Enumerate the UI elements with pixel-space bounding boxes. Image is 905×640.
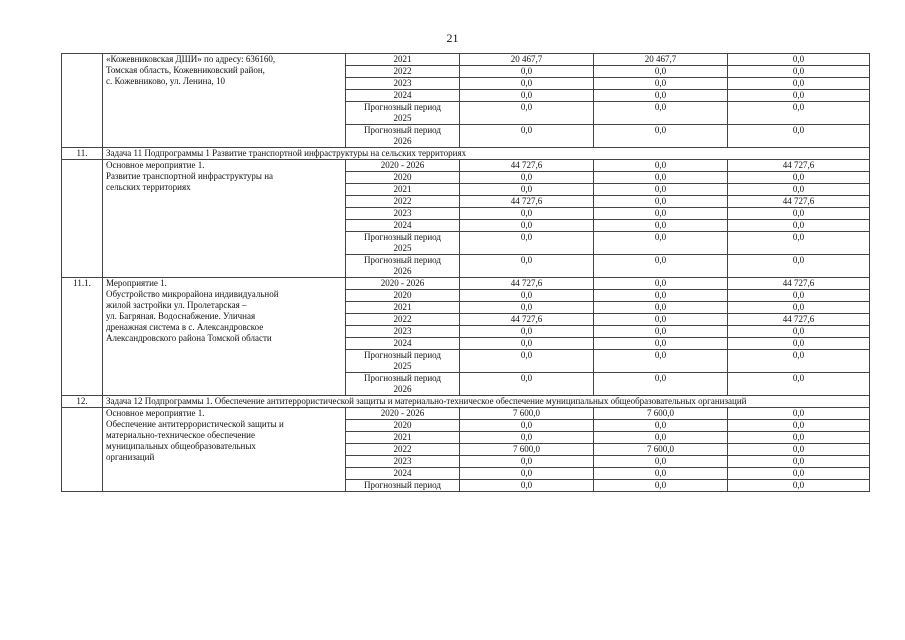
total-value: 44 727,6	[460, 314, 594, 326]
period-label: Прогнозный период	[364, 480, 441, 490]
total-value: 44 727,6	[460, 196, 594, 208]
description-line: сельских территориях	[106, 182, 191, 192]
period-label: 2021	[393, 54, 412, 64]
total-value: 0,0	[460, 480, 594, 492]
period-label: 2020	[393, 290, 412, 300]
period-cell	[346, 208, 460, 220]
regional-value: 44 727,6	[728, 160, 870, 172]
regional-value: 0,0	[728, 350, 870, 373]
period-cell	[346, 290, 460, 302]
federal-value: 0,0	[594, 184, 728, 196]
period-label: 2021	[393, 432, 412, 442]
period-cell	[346, 314, 460, 326]
total-value: 0,0	[460, 220, 594, 232]
period-label: Прогнозный период	[364, 125, 441, 135]
regional-value: 0,0	[728, 172, 870, 184]
budget-table-body	[62, 54, 870, 492]
regional-value: 0,0	[728, 302, 870, 314]
period-year: 2025	[393, 113, 412, 123]
regional-value: 0,0	[728, 326, 870, 338]
federal-value: 0,0	[594, 90, 728, 102]
total-value: 44 727,6	[460, 160, 594, 172]
period-cell	[346, 90, 460, 102]
total-value: 7 600,0	[460, 408, 594, 420]
total-value: 0,0	[460, 373, 594, 396]
total-value: 0,0	[460, 326, 594, 338]
item-description	[103, 278, 346, 396]
regional-value: 0,0	[728, 480, 870, 492]
federal-value: 20 467,7	[594, 54, 728, 66]
federal-value: 0,0	[594, 196, 728, 208]
regional-value: 0,0	[728, 255, 870, 278]
total-value: 0,0	[460, 290, 594, 302]
total-value: 7 600,0	[460, 444, 594, 456]
regional-value: 0,0	[728, 208, 870, 220]
period-label: 2022	[393, 314, 412, 324]
total-value: 0,0	[460, 338, 594, 350]
federal-value: 0,0	[594, 102, 728, 125]
period-label: 2023	[393, 456, 412, 466]
description-line: жилой застройки ул. Пролетарская –	[106, 300, 247, 310]
period-cell	[346, 125, 460, 148]
federal-value: 0,0	[594, 232, 728, 255]
budget-table	[61, 53, 870, 492]
period-cell	[346, 480, 460, 492]
task-number: 11.	[62, 148, 103, 160]
total-value: 44 727,6	[460, 278, 594, 290]
table-row	[62, 160, 870, 172]
period-cell	[346, 196, 460, 208]
description-line: дренажная система в с. Александровское	[106, 322, 264, 332]
period-label: 2021	[393, 302, 412, 312]
period-label: 2020 - 2026	[380, 408, 425, 418]
page-number: 21	[446, 31, 459, 45]
period-cell	[346, 220, 460, 232]
federal-value: 0,0	[594, 420, 728, 432]
item-description	[103, 160, 346, 278]
regional-value: 44 727,6	[728, 314, 870, 326]
description-line: Мероприятие 1.	[106, 278, 167, 288]
federal-value: 0,0	[594, 468, 728, 480]
regional-value: 0,0	[728, 102, 870, 125]
period-year: 2026	[393, 384, 412, 394]
period-cell	[346, 278, 460, 290]
federal-value: 0,0	[594, 66, 728, 78]
description-line: муниципальных общеобразовательных	[106, 441, 256, 451]
item-description	[103, 54, 346, 148]
period-cell	[346, 54, 460, 66]
total-value: 0,0	[460, 232, 594, 255]
period-label: Прогнозный период	[364, 255, 441, 265]
description-line: Основное мероприятие 1.	[106, 160, 205, 170]
regional-value: 0,0	[728, 184, 870, 196]
description-line: ул. Багряная. Водоснабжение. Уличная	[106, 311, 256, 321]
period-label: Прогнозный период	[364, 232, 441, 242]
period-label: 2020	[393, 172, 412, 182]
period-cell	[346, 408, 460, 420]
period-cell	[346, 172, 460, 184]
federal-value: 0,0	[594, 160, 728, 172]
federal-value: 0,0	[594, 125, 728, 148]
period-label: 2024	[393, 90, 412, 100]
description-line: с. Кожевниково, ул. Ленина, 10	[106, 76, 225, 86]
period-cell	[346, 66, 460, 78]
period-year: 2026	[393, 266, 412, 276]
regional-value: 0,0	[728, 408, 870, 420]
regional-value: 0,0	[728, 468, 870, 480]
regional-value: 0,0	[728, 338, 870, 350]
period-year: 2025	[393, 243, 412, 253]
description-line: «Кожевниковская ДШИ» по адресу: 636160,	[106, 54, 276, 64]
period-label: 2022	[393, 66, 412, 76]
regional-value: 0,0	[728, 373, 870, 396]
period-label: 2020 - 2026	[380, 278, 425, 288]
federal-value: 0,0	[594, 255, 728, 278]
table-row	[62, 278, 870, 290]
task-title: Задача 11 Подпрограммы 1 Развитие транспортной инфраструктуры на сельских территориях	[103, 148, 870, 160]
federal-value: 0,0	[594, 290, 728, 302]
period-cell	[346, 160, 460, 172]
period-label: 2024	[393, 338, 412, 348]
period-cell	[346, 456, 460, 468]
total-value: 0,0	[460, 468, 594, 480]
task-row	[62, 148, 870, 160]
period-label: 2024	[393, 468, 412, 478]
federal-value: 0,0	[594, 220, 728, 232]
federal-value: 0,0	[594, 208, 728, 220]
period-label: 2023	[393, 208, 412, 218]
regional-value: 0,0	[728, 290, 870, 302]
period-label: 2020 - 2026	[380, 160, 425, 170]
period-cell	[346, 373, 460, 396]
federal-value: 7 600,0	[594, 408, 728, 420]
period-cell	[346, 420, 460, 432]
regional-value: 0,0	[728, 90, 870, 102]
item-number	[62, 160, 103, 278]
period-cell	[346, 232, 460, 255]
item-description	[103, 408, 346, 492]
period-cell	[346, 350, 460, 373]
period-cell	[346, 302, 460, 314]
description-line: материально-техническое обеспечение	[106, 430, 255, 440]
description-line: Томская область, Кожевниковский район,	[106, 65, 265, 75]
federal-value: 0,0	[594, 172, 728, 184]
total-value: 0,0	[460, 302, 594, 314]
federal-value: 0,0	[594, 326, 728, 338]
regional-value: 0,0	[728, 432, 870, 444]
period-label: 2023	[393, 326, 412, 336]
regional-value: 0,0	[728, 456, 870, 468]
period-cell	[346, 338, 460, 350]
description-line: Развитие транспортной инфраструктуры на	[106, 171, 274, 181]
table-row	[62, 54, 870, 66]
regional-value: 0,0	[728, 420, 870, 432]
regional-value: 0,0	[728, 54, 870, 66]
period-cell	[346, 102, 460, 125]
period-cell	[346, 78, 460, 90]
regional-value: 0,0	[728, 220, 870, 232]
federal-value: 0,0	[594, 373, 728, 396]
item-number	[62, 408, 103, 492]
regional-value: 0,0	[728, 78, 870, 90]
period-cell	[346, 255, 460, 278]
task-row	[62, 396, 870, 408]
federal-value: 0,0	[594, 302, 728, 314]
total-value: 0,0	[460, 125, 594, 148]
task-title: Задача 12 Подпрограммы 1. Обеспечение антитеррористической защиты и материально-техническое обеспечение муниципальных общеобразовательных организаций	[103, 396, 870, 408]
total-value: 0,0	[460, 90, 594, 102]
total-value: 0,0	[460, 102, 594, 125]
period-label: 2022	[393, 444, 412, 454]
regional-value: 44 727,6	[728, 278, 870, 290]
period-label: Прогнозный период	[364, 373, 441, 383]
federal-value: 0,0	[594, 432, 728, 444]
federal-value: 0,0	[594, 338, 728, 350]
period-label: 2022	[393, 196, 412, 206]
total-value: 0,0	[460, 350, 594, 373]
period-year: 2026	[393, 136, 412, 146]
federal-value: 0,0	[594, 314, 728, 326]
period-label: Прогнозный период	[364, 350, 441, 360]
period-label: 2020	[393, 420, 412, 430]
total-value: 0,0	[460, 184, 594, 196]
regional-value: 0,0	[728, 444, 870, 456]
total-value: 0,0	[460, 420, 594, 432]
period-cell	[346, 468, 460, 480]
period-cell	[346, 326, 460, 338]
description-line: Основное мероприятие 1.	[106, 408, 205, 418]
item-number: 11.1.	[62, 278, 103, 396]
task-number: 12.	[62, 396, 103, 408]
period-label: 2021	[393, 184, 412, 194]
total-value: 0,0	[460, 208, 594, 220]
total-value: 20 467,7	[460, 54, 594, 66]
total-value: 0,0	[460, 456, 594, 468]
federal-value: 0,0	[594, 456, 728, 468]
regional-value: 0,0	[728, 232, 870, 255]
federal-value: 0,0	[594, 480, 728, 492]
regional-value: 0,0	[728, 125, 870, 148]
period-label: 2024	[393, 220, 412, 230]
total-value: 0,0	[460, 78, 594, 90]
total-value: 0,0	[460, 66, 594, 78]
period-label: Прогнозный период	[364, 102, 441, 112]
regional-value: 0,0	[728, 66, 870, 78]
description-line: организаций	[106, 452, 155, 462]
description-line: Александровского района Томской области	[106, 333, 272, 343]
item-number	[62, 54, 103, 148]
total-value: 0,0	[460, 432, 594, 444]
federal-value: 7 600,0	[594, 444, 728, 456]
table-row	[62, 408, 870, 420]
period-year: 2025	[393, 361, 412, 371]
period-label: 2023	[393, 78, 412, 88]
federal-value: 0,0	[594, 278, 728, 290]
period-cell	[346, 444, 460, 456]
federal-value: 0,0	[594, 78, 728, 90]
description-line: Обеспечение антитеррористической защиты и	[106, 419, 284, 429]
period-cell	[346, 184, 460, 196]
total-value: 0,0	[460, 172, 594, 184]
total-value: 0,0	[460, 255, 594, 278]
description-line: Обустройство микрорайона индивидуальной	[106, 289, 279, 299]
period-cell	[346, 432, 460, 444]
regional-value: 44 727,6	[728, 196, 870, 208]
federal-value: 0,0	[594, 350, 728, 373]
